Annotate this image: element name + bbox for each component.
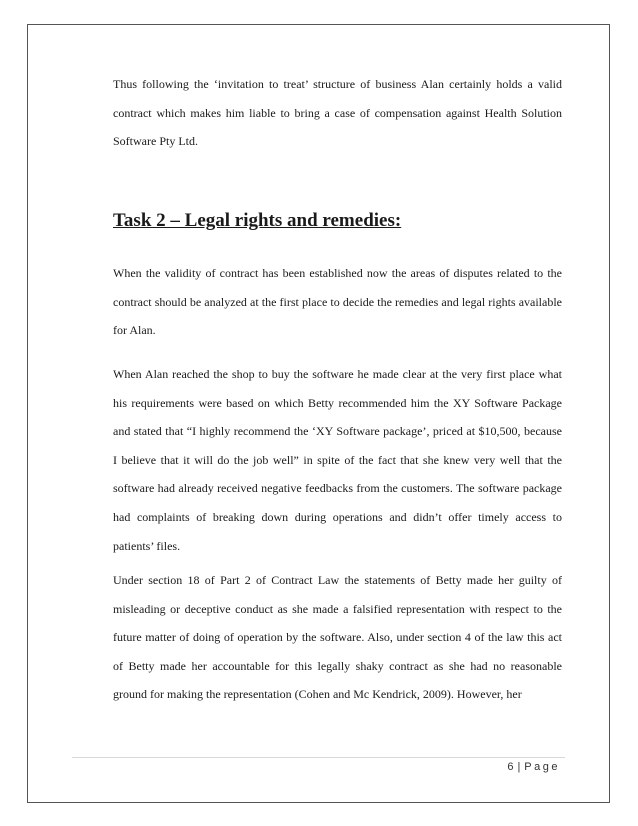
paragraph-intro: Thus following the ‘invitation to treat’ structure of business Alan certainly holds a valid contract which makes him liable to bring a case of compensation against Health Solution Software Pty Ltd. (113, 77, 562, 149)
paragraph-shop-visit: When Alan reached the shop to buy the software he made clear at the very first place what his requirements were based on which Betty recommended him the XY Software Package and stated that “I highly recommend the ‘XY Software package’, priced at $10,500, because I believe that it will do the job well” in spite of the fact that she knew very well that the software had already received negative feedbacks from the customers. The software package had complaints of breaking down during operations and didn’t offer timely access to patients’ files. (113, 367, 562, 553)
page-footer (507, 761, 560, 773)
page-label: Page (524, 761, 560, 773)
paragraph-validity: When the validity of contract has been established now the areas of disputes related to the contract should be analyzed at the first place to decide the remedies and legal rights available for Alan. (113, 266, 562, 338)
page-number: 6 (507, 761, 514, 773)
section-heading: Task 2 – Legal rights and remedies: (113, 210, 402, 231)
footer-divider (72, 757, 565, 758)
paragraph-section-18: Under section 18 of Part 2 of Contract Law the statements of Betty made her guilty of misleading or deceptive conduct as she made a falsified representation with respect to the future matter of doing of operation by the software. Also, under section 4 of the law this act of Betty made her accountable for this legally shaky contract as she had no reasonable ground for making the representation (Cohen and Mc Kendrick, 2009). However, her (113, 573, 562, 702)
footer-separator: | (517, 761, 521, 773)
